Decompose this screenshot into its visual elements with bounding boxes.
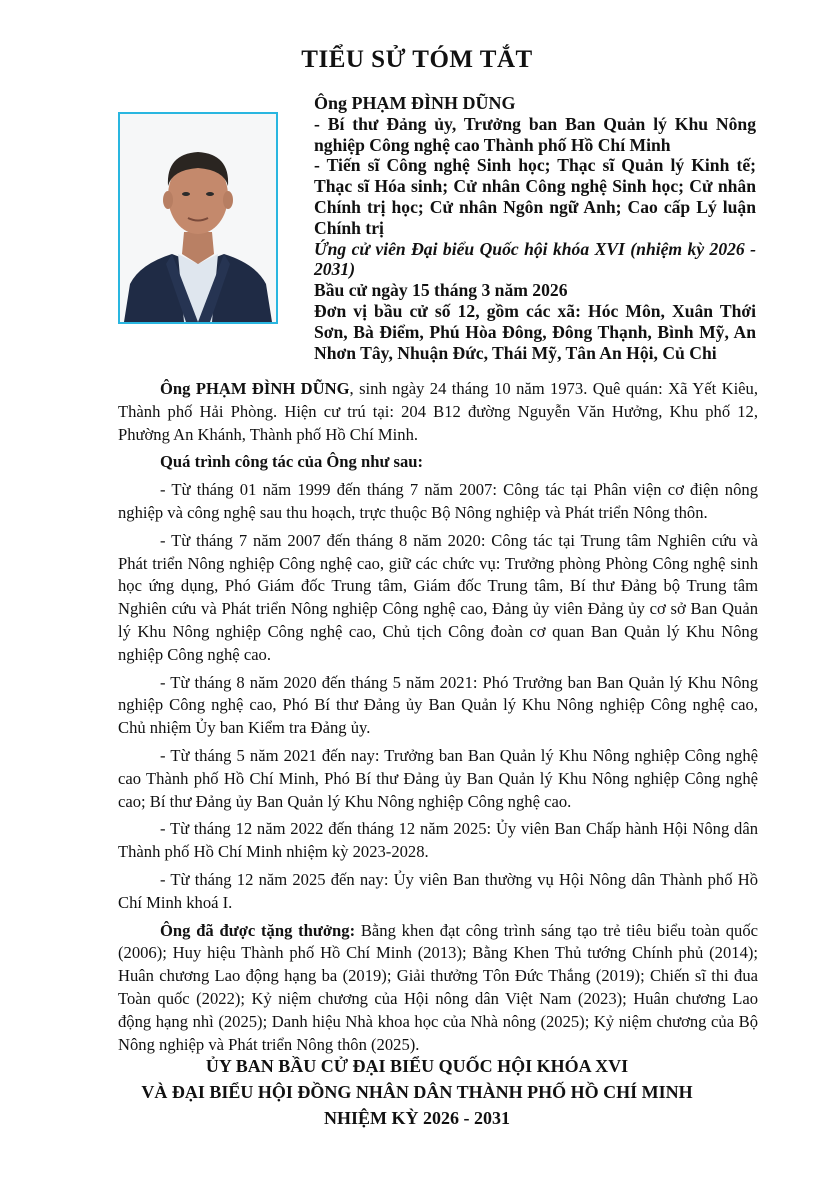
career-item: - Từ tháng 8 năm 2020 đến tháng 5 năm 2021: Phó Trưởng ban Ban Quản lý Khu Nông nghiệp Công nghệ cao, Phó Bí thư Đảng ủy Ban Quản lý Khu Nông nghiệp Công nghệ cao, Chủ nhiệm Ủy ban Kiểm tra Đảng ủy.: [118, 672, 758, 738]
footer-line: ỦY BAN BẦU CỬ ĐẠI BIỂU QUỐC HỘI KHÓA XVI: [205, 1056, 629, 1076]
career-item: - Từ tháng 12 năm 2025 đến nay: Ủy viên Ban thường vụ Hội Nông dân Thành phố Hồ Chí Minh khoá I.: [118, 869, 758, 912]
candidate-degrees: - Tiến sĩ Công nghệ Sinh học; Thạc sĩ Quản lý Kinh tế; Thạc sĩ Hóa sinh; Cử nhân Công nghệ Sinh học; Cử nhân Chính trị học; Cử nhân Ngôn ngữ Anh; Cao cấp Lý luận Chính trị: [314, 155, 756, 238]
footer-line: VÀ ĐẠI BIỂU HỘI ĐỒNG NHÂN DÂN THÀNH PHỐ HỒ CHÍ MINH: [141, 1082, 693, 1102]
candidate-summary: [314, 93, 756, 363]
candidacy-line: Ứng cử viên Đại biểu Quốc hội khóa XVI (nhiệm kỳ 2026 - 2031): [314, 238, 756, 280]
portrait-photo: [118, 112, 278, 324]
candidate-name: Ông PHẠM ĐÌNH DŨNG: [314, 93, 516, 113]
election-committee-footer: [0, 1053, 834, 1131]
awards: [118, 920, 758, 1057]
bio-intro-text: , sinh ngày 24 tháng 10 năm 1973. Quê quán: Xã Yết Kiêu, Thành phố Hải Phòng. Hiện cư trú tại: 204 B12 đường Nguyễn Văn Hưởng, Khu phố 12, Phường An Khánh, Thành phố Hồ Chí Minh.: [118, 379, 758, 444]
constituency: Đơn vị bầu cử số 12, gồm các xã: Hóc Môn, Xuân Thới Sơn, Bà Điểm, Phú Hòa Đông, Đông Thạnh, Bình Mỹ, An Nhơn Tây, Nhuận Đức, Thái Mỹ, Tân An Hội, Củ Chi: [314, 300, 756, 363]
career-item: - Từ tháng 01 năm 1999 đến tháng 7 năm 2007: Công tác tại Phân viện cơ điện nông nghiệp và công nghệ sau thu hoạch, trực thuộc Bộ Nông nghiệp và Phát triển Nông thôn.: [118, 480, 758, 522]
career-item: - Từ tháng 12 năm 2022 đến tháng 12 năm 2025: Ủy viên Ban Chấp hành Hội Nông dân Thành phố Hồ Chí Minh nhiệm kỳ 2023-2028.: [118, 819, 758, 862]
career-item: - Từ tháng 7 năm 2007 đến tháng 8 năm 2020: Công tác tại Trung tâm Nghiên cứu và Phát triển Nông nghiệp Công nghệ cao, giữ các chức vụ: Trưởng phòng Phòng Công nghệ sinh học ứng dụng, Phó Giám đốc Trung tâm, Giám đốc Trung tâm, Bí thư Đảng bộ Trung tâm Nghiên cứu và Phát triển Nông nghiệp Công nghệ cao, Đảng ủy viên Đảng ủy cơ sở Ban Quản lý Khu Nông nghiệp Công nghệ cao, Chủ tịch Công đoàn cơ quan Ban Quản lý Khu Nông nghiệp Công nghệ cao.: [118, 530, 758, 664]
candidate-position: - Bí thư Đảng ủy, Trưởng ban Ban Quản lý Khu Nông nghiệp Công nghệ cao Thành phố Hồ Chí Minh: [314, 113, 756, 155]
page-title: TIỂU SỬ TÓM TẮT: [301, 46, 533, 73]
biography: [118, 378, 758, 1061]
bio-intro: [118, 378, 758, 446]
election-date: Bầu cử ngày 15 tháng 3 năm 2026: [314, 280, 568, 301]
career-item: - Từ tháng 5 năm 2021 đến nay: Trưởng ban Ban Quản lý Khu Nông nghiệp Công nghệ cao Thành phố Hồ Chí Minh, Phó Bí thư Đảng ủy Ban Quản lý Khu Nông nghiệp Công nghệ cao; Bí thư Đảng ủy Ban Quản lý Khu Nông nghiệp Công nghệ cao.: [118, 745, 758, 811]
awards-text: Bằng khen đạt công trình sáng tạo trẻ tiêu biểu toàn quốc (2006); Huy hiệu Thành phố Hồ Chí Minh (2013); Bằng Khen Thủ tướng Chính phủ (2014); Huân chương Lao động hạng ba (2019); Giải thưởng Tôn Đức Thắng (2019); Chiến sĩ thi đua Toàn quốc (2022); Kỷ niệm chương của Hội nông dân Việt Nam (2023); Huân chương Lao động hạng nhì (2025); Danh hiệu Nhà khoa học của Nhà nông (2025); Kỷ niệm chương của Bộ Nông nghiệp và Phát triển Nông thôn (2025).: [118, 920, 758, 1054]
footer-line: NHIỆM KỲ 2026 - 2031: [324, 1108, 510, 1128]
awards-heading: Ông đã được tặng thưởng:: [160, 920, 356, 940]
career-heading: Quá trình công tác của Ông như sau:: [160, 452, 424, 472]
bio-intro-name: Ông PHẠM ĐÌNH DŨNG: [160, 379, 350, 398]
portrait-illustration: [120, 114, 276, 322]
